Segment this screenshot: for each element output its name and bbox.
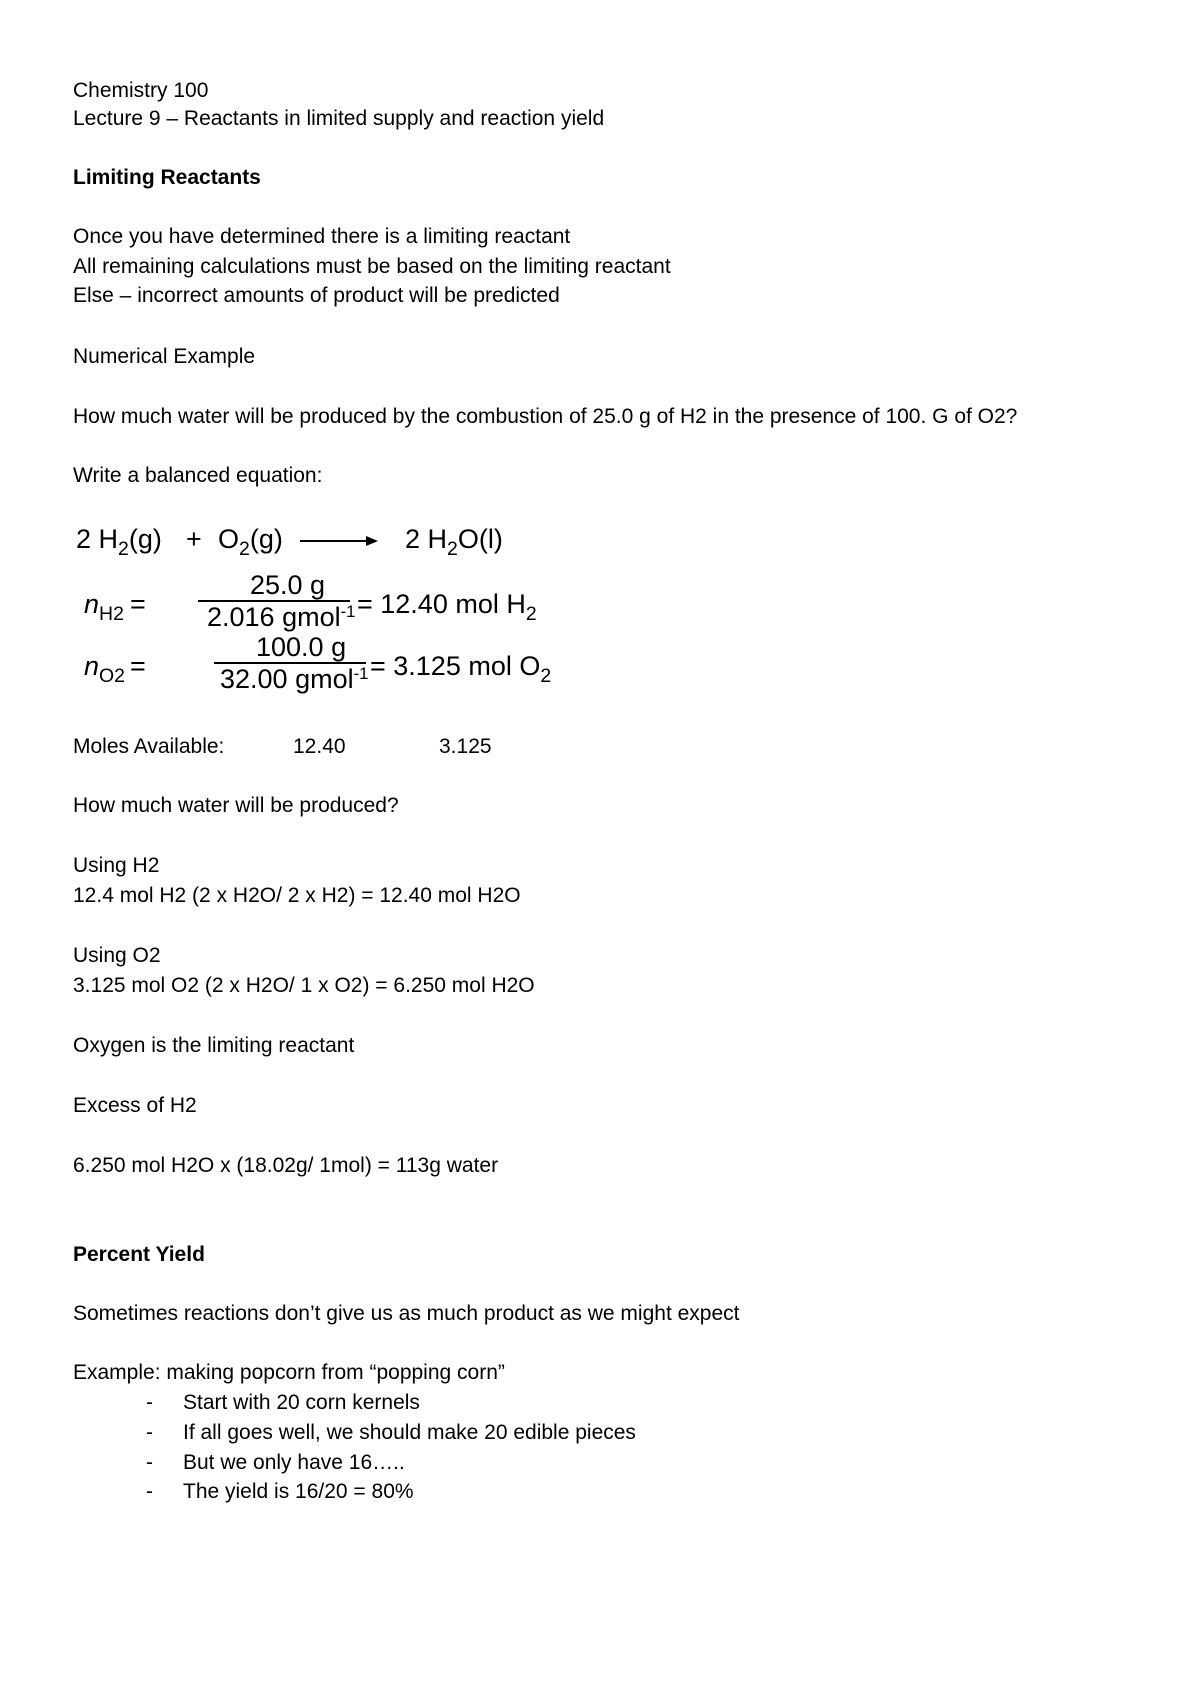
example-heading: Numerical Example [73, 345, 256, 368]
question-text: How much water will be produced by the combustion of 25.0 g of H2 in the presence of 100. G of O2? [73, 405, 1018, 428]
calc-h2-denominator: 2.016 gmol$^{-1}$ [207, 601, 356, 632]
list-item: If all goes well, we should make 20 edible pieces [183, 1421, 636, 1444]
lecture-title: Lecture 9 – Reactants in limited supply and reaction yield [73, 107, 605, 130]
moles-available-label: Moles Available: [73, 735, 225, 758]
calc-h2-equals: = [130, 589, 146, 619]
equation-product-h2o: 2 $H_2O(l)$ [405, 524, 503, 560]
balanced-prompt: Write a balanced equation: [73, 464, 323, 487]
bullet-marker: - [146, 1391, 153, 1414]
water-question: How much water will be produced? [73, 794, 399, 817]
calc-o2-result: = 3.125 mol $O_2$ [370, 651, 552, 687]
paragraph-line: All remaining calculations must be based on the limiting reactant [73, 255, 671, 278]
calc-o2-equals: = [130, 651, 146, 681]
bullet-marker: - [146, 1421, 153, 1444]
calc-o2-denominator: 32.00 gmol$^{-1}$ [220, 663, 369, 694]
moles-available-h2: 12.40 [293, 735, 346, 758]
yield-intro: Sometimes reactions don’t give us as much product as we might expect [73, 1302, 740, 1325]
reaction-arrow-icon [300, 540, 368, 542]
yield-example: Example: making popcorn from “popping corn” [73, 1361, 505, 1384]
calc-h2-numerator: 25.0 g [250, 570, 326, 600]
section-heading-limiting: Limiting Reactants [73, 166, 261, 189]
calc-o2-symbol: $n_{O2}$ [84, 651, 125, 687]
final-calc: 6.250 mol H2O x (18.02g/ 1mol) = 113g water [73, 1154, 499, 1177]
calc-h2-symbol: $n_{H2}$ [84, 589, 124, 625]
calc-o2-numerator: 100.0 g [256, 632, 347, 662]
paragraph-line: Once you have determined there is a limiting reactant [73, 225, 571, 248]
using-o2-title: Using O2 [73, 944, 161, 967]
list-item: Start with 20 corn kernels [183, 1391, 420, 1414]
calc-h2-result: = 12.40 mol $H_2$ [357, 589, 537, 625]
reaction-arrowhead-icon [366, 536, 378, 546]
section-heading-yield: Percent Yield [73, 1243, 205, 1266]
using-h2-calc: 12.4 mol H2 (2 x H2O/ 2 x H2) = 12.40 mol H2O [73, 884, 521, 907]
equation-reactant-o2: $O_2(g)$ [218, 524, 283, 560]
excess-statement: Excess of H2 [73, 1094, 197, 1117]
list-item: But we only have 16….. [183, 1451, 405, 1474]
limiting-statement: Oxygen is the limiting reactant [73, 1034, 355, 1057]
paragraph-line: Else – incorrect amounts of product will be predicted [73, 284, 560, 307]
bullet-marker: - [146, 1451, 153, 1474]
moles-available-o2: 3.125 [439, 735, 492, 758]
using-h2-title: Using H2 [73, 854, 160, 877]
list-item: The yield is 16/20 = 80% [183, 1480, 414, 1503]
using-o2-calc: 3.125 mol O2 (2 x H2O/ 1 x O2) = 6.250 mol H2O [73, 974, 535, 997]
equation-reactant-h2: 2 $H_2(g)$ [76, 524, 162, 560]
equation-plus: + [186, 524, 202, 554]
bullet-marker: - [146, 1480, 153, 1503]
course-title: Chemistry 100 [73, 79, 209, 102]
